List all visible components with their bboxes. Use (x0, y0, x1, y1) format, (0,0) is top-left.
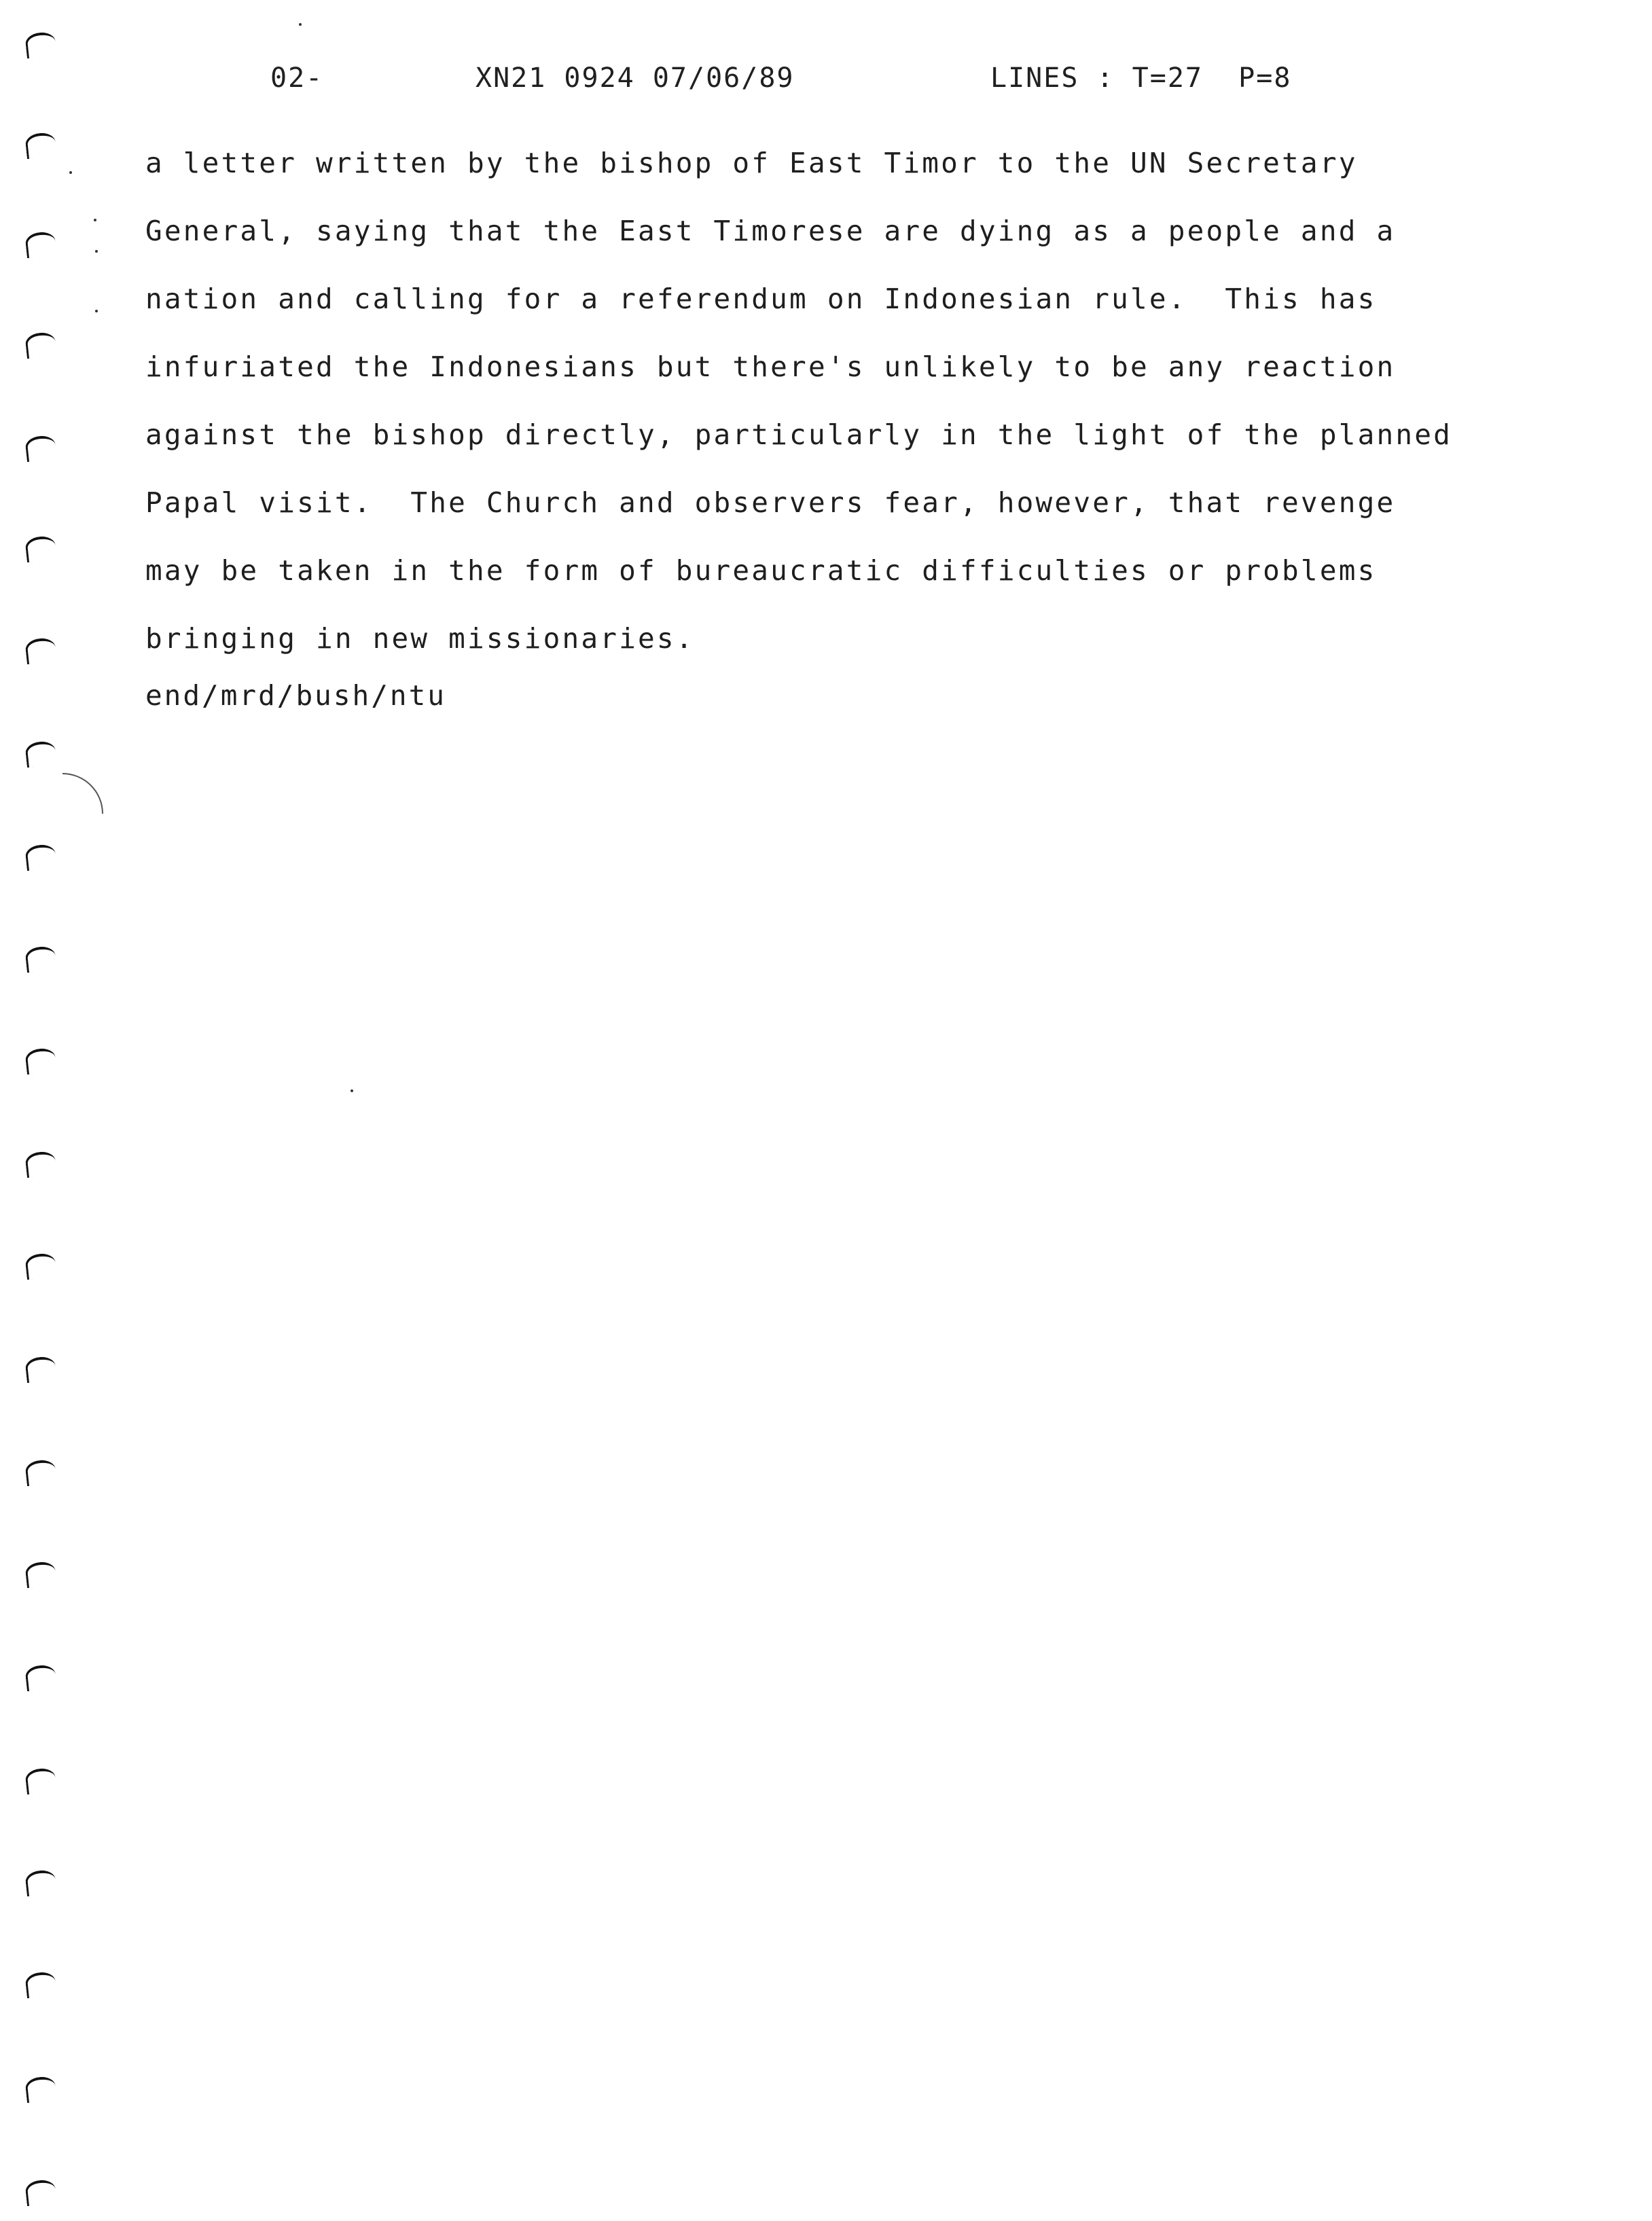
body-line: General, saying that the East Timorese are dying as a people and a (145, 215, 1396, 247)
ink-speck (94, 219, 96, 221)
ink-speck (351, 1089, 353, 1092)
punch-hole-mark (24, 1664, 57, 1691)
ink-speck (95, 250, 98, 253)
ink-speck (95, 310, 98, 312)
paper-curl-mark (62, 773, 103, 814)
punch-hole-mark (24, 435, 57, 462)
punch-hole-mark (24, 132, 57, 159)
article-body (145, 129, 1606, 672)
body-line: may be taken in the form of bureaucratic difficulties or problems (145, 554, 1377, 587)
punch-hole-mark (24, 1561, 57, 1588)
punch-hole-mark (24, 1767, 57, 1794)
ink-speck (69, 171, 72, 174)
page-marker: 02- (270, 62, 324, 94)
body-line: Papal visit. The Church and observers fear, however, that revenge (145, 486, 1396, 519)
punch-hole-mark (24, 1151, 57, 1178)
punch-hole-mark (24, 331, 57, 359)
punch-hole-mark (24, 535, 57, 562)
punch-hole-margin (0, 0, 82, 2221)
punch-hole-mark (24, 1356, 57, 1383)
punch-hole-mark (24, 1252, 57, 1280)
line-count: LINES : T=27 P=8 (990, 62, 1292, 94)
body-line: infuriated the Indonesians but there's unlikely to be any reaction (145, 350, 1396, 383)
punch-hole-mark (24, 1869, 57, 1896)
punch-hole-mark (24, 844, 57, 871)
message-reference: XN21 0924 07/06/89 (475, 62, 795, 94)
punch-hole-mark (24, 2076, 57, 2103)
body-line: against the bishop directly, particularly in the light of the planned (145, 418, 1453, 451)
punch-hole-mark (24, 945, 57, 973)
body-line: bringing in new missionaries. (145, 622, 695, 655)
punch-hole-mark (24, 740, 57, 768)
punch-hole-mark (24, 2179, 57, 2206)
punch-hole-mark (24, 1459, 57, 1486)
punch-hole-mark (24, 637, 57, 664)
punch-hole-mark (24, 1047, 57, 1075)
ink-speck (299, 23, 302, 26)
body-line: a letter written by the bishop of East Timor to the UN Secretary (145, 147, 1358, 179)
punch-hole-mark (24, 1971, 57, 1998)
body-line: nation and calling for a referendum on Indonesian rule. This has (145, 283, 1377, 315)
teletype-header (0, 62, 1652, 103)
signoff-line: end/mrd/bush/ntu (145, 679, 446, 712)
punch-hole-mark (24, 31, 57, 58)
punch-hole-mark (24, 231, 57, 258)
